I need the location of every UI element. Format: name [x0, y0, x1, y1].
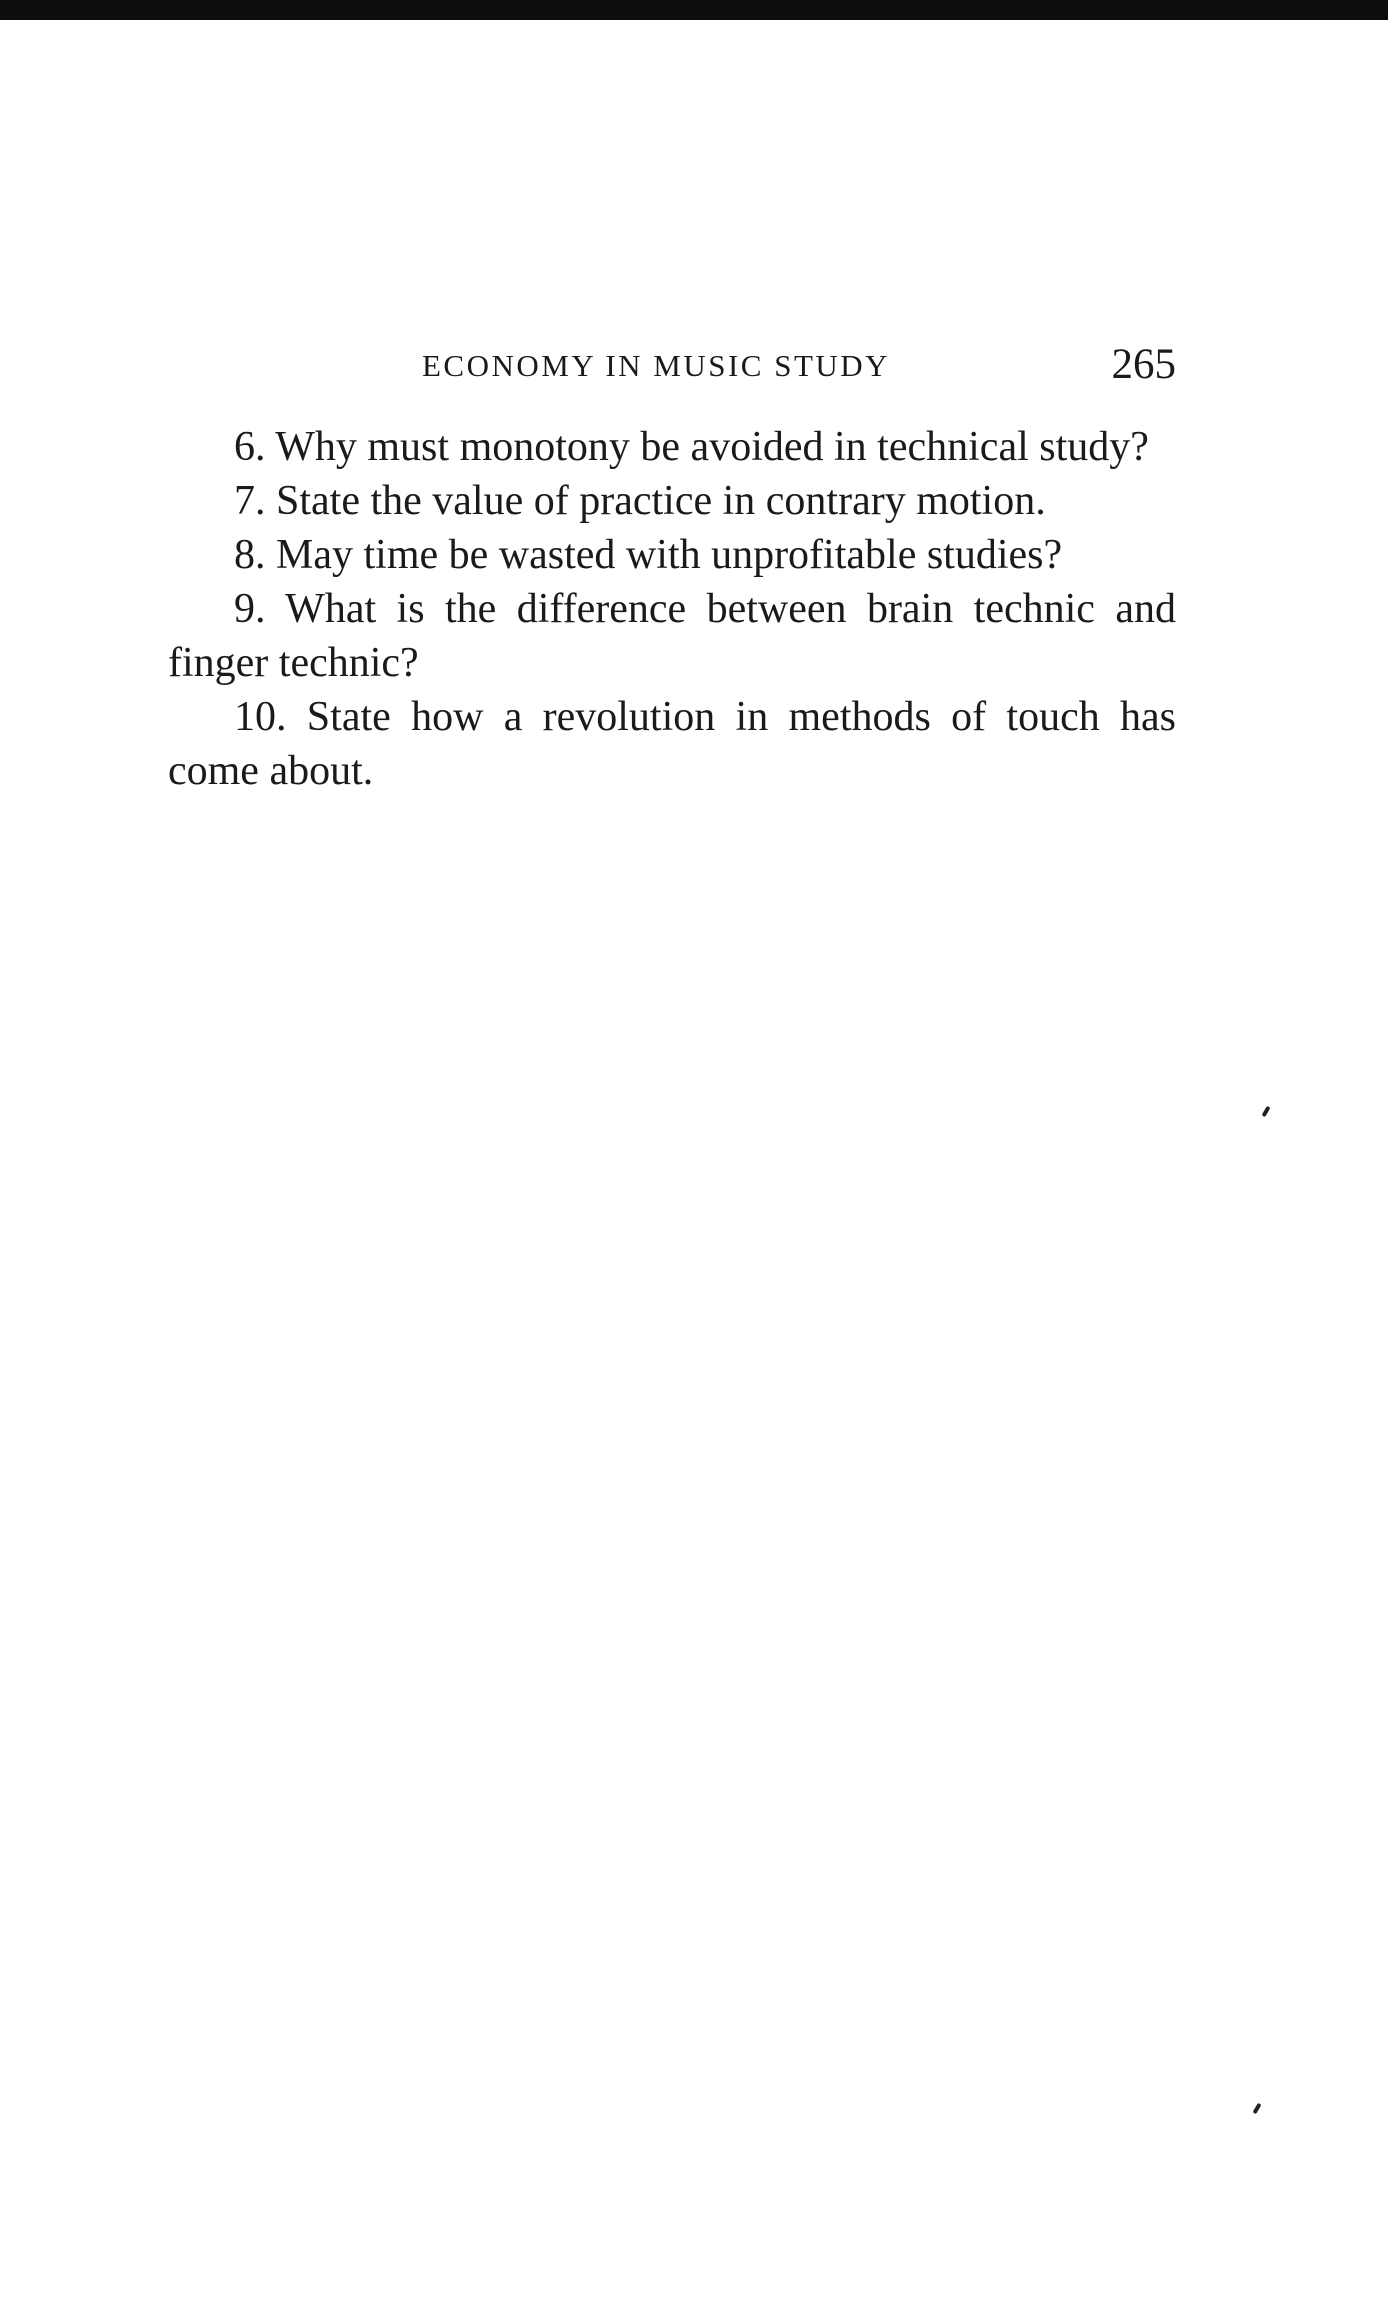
page-top-edge	[0, 0, 1388, 20]
question-number: 8.	[234, 532, 266, 578]
scan-speck	[1262, 1106, 1271, 1118]
question-item	[168, 420, 1176, 474]
question-item	[168, 474, 1176, 528]
scan-speck	[1253, 2103, 1262, 2115]
question-number: 7.	[234, 478, 266, 524]
question-item	[168, 690, 1176, 798]
question-text: State how a revolution in methods of touch has come about.	[168, 694, 1176, 794]
question-number: 9.	[234, 586, 266, 632]
question-number: 10.	[234, 694, 287, 740]
question-item	[168, 582, 1176, 690]
question-list	[168, 420, 1176, 798]
question-text: May time be wasted with unprofitable studies?	[276, 532, 1063, 578]
question-number: 6.	[234, 424, 266, 470]
question-text: What is the difference between brain technic and finger technic?	[168, 586, 1176, 686]
question-item	[168, 528, 1176, 582]
page-number: 265	[1111, 341, 1176, 388]
running-title: ECONOMY IN MUSIC STUDY	[422, 348, 891, 383]
running-head	[168, 340, 1176, 390]
question-text: State the value of practice in contrary motion.	[276, 478, 1046, 524]
question-text: Why must monotony be avoided in technical study?	[275, 424, 1149, 470]
